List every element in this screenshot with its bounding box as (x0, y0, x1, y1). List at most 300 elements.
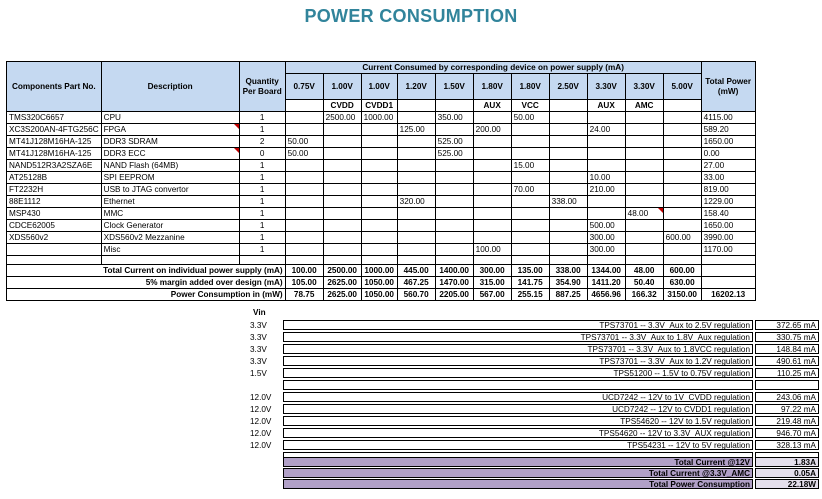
summary-value: 887.25 (549, 289, 587, 301)
summary-value: 445.00 (397, 265, 435, 277)
table-row (7, 148, 756, 160)
current-cell (323, 160, 361, 172)
summary-value: 467.25 (397, 277, 435, 289)
summary-total (701, 265, 755, 277)
summary-row (7, 277, 756, 289)
current-cell (549, 208, 587, 220)
spacer-cell (101, 256, 239, 265)
current-cell (473, 232, 511, 244)
table-row (7, 112, 756, 124)
total-value: 22.18W (755, 479, 819, 489)
spacer-cell (625, 256, 663, 265)
current-cell: 600.00 (663, 232, 701, 244)
spacer-cell (239, 256, 285, 265)
summary-value: 255.15 (511, 289, 549, 301)
vin-value: 3.3V (250, 357, 267, 366)
total-power-cell: 158.40 (701, 208, 755, 220)
table-row (7, 196, 756, 208)
current-cell (511, 232, 549, 244)
voltage-header: 5.00V (663, 74, 701, 100)
current-cell (435, 124, 473, 136)
current-cell (473, 148, 511, 160)
voltage-header: 3.30V (625, 74, 663, 100)
voltage-sublabel (397, 100, 435, 112)
current-cell (323, 136, 361, 148)
summary-total: 16202.13 (701, 289, 755, 301)
regulator-current: 219.48 mA (755, 416, 819, 426)
quantity: 1 (239, 232, 285, 244)
description: NAND Flash (64MB) (101, 160, 239, 172)
current-cell (323, 232, 361, 244)
current-cell (663, 220, 701, 232)
current-cell (323, 196, 361, 208)
vin-label: Vin (253, 308, 266, 317)
current-cell (435, 196, 473, 208)
summary-value: 105.00 (285, 277, 323, 289)
current-cell (323, 208, 361, 220)
description: DDR3 ECC (101, 148, 239, 160)
current-cell (397, 148, 435, 160)
summary-value: 1000.00 (361, 265, 397, 277)
total-label: Total Current @12V (283, 457, 753, 467)
summary-value: 4656.96 (587, 289, 625, 301)
voltage-sublabel (435, 100, 473, 112)
quantity: 1 (239, 220, 285, 232)
summary-value: 1470.00 (435, 277, 473, 289)
current-cell (323, 124, 361, 136)
regulator-description: TPS73701 -- 3.3V_Aux to 1.8VCC regulation (283, 344, 753, 354)
description: CPU (101, 112, 239, 124)
description: DDR3 SDRAM (101, 136, 239, 148)
voltage-header: 1.00V (361, 74, 397, 100)
current-cell (285, 232, 323, 244)
current-cell: 300.00 (587, 244, 625, 256)
summary-value: 1411.20 (587, 277, 625, 289)
summary-value: 166.32 (625, 289, 663, 301)
current-cell (361, 196, 397, 208)
current-cell: 338.00 (549, 196, 587, 208)
quantity: 1 (239, 172, 285, 184)
current-cell (397, 208, 435, 220)
table-row (7, 124, 756, 136)
spacer-cell (435, 256, 473, 265)
current-cell: 1000.00 (361, 112, 397, 124)
current-cell (587, 208, 625, 220)
part-number: NAND512R3A2SZA6E (7, 160, 102, 172)
current-cell (587, 136, 625, 148)
summary-value: 50.40 (625, 277, 663, 289)
description: Clock Generator (101, 220, 239, 232)
vin-value: 12.0V (250, 417, 272, 426)
current-cell (625, 124, 663, 136)
current-cell: 100.00 (473, 244, 511, 256)
regulator-current: 110.25 mA (755, 368, 819, 378)
summary-value: 354.90 (549, 277, 587, 289)
description: Misc (101, 244, 239, 256)
regulator-current: 328.13 mA (755, 440, 819, 450)
current-cell (323, 148, 361, 160)
spacer-cell (323, 256, 361, 265)
current-cell: 200.00 (473, 124, 511, 136)
part-number: 88E1112 (7, 196, 102, 208)
regulator-current: 243.06 mA (755, 392, 819, 402)
summary-value: 100.00 (285, 265, 323, 277)
summary-row (7, 265, 756, 277)
current-cell (625, 244, 663, 256)
current-cell: 525.00 (435, 148, 473, 160)
vin-value: 3.3V (250, 321, 267, 330)
vin-value: 1.5V (250, 369, 267, 378)
total-power-cell: 33.00 (701, 172, 755, 184)
current-cell (397, 172, 435, 184)
current-cell: 15.00 (511, 160, 549, 172)
current-cell: 24.00 (587, 124, 625, 136)
current-cell (511, 148, 549, 160)
current-cell (663, 208, 701, 220)
current-cell (625, 220, 663, 232)
voltage-header: 1.50V (435, 74, 473, 100)
summary-label: 5% margin added over design (mA) (7, 277, 286, 289)
current-cell (435, 160, 473, 172)
voltage-header: 0.75V (285, 74, 323, 100)
current-cell (549, 136, 587, 148)
quantity: 1 (239, 196, 285, 208)
current-cell (511, 220, 549, 232)
voltage-sublabel (663, 100, 701, 112)
current-cell (549, 244, 587, 256)
summary-row (7, 289, 756, 301)
current-cell (361, 244, 397, 256)
summary-value: 315.00 (473, 277, 511, 289)
quantity: 0 (239, 148, 285, 160)
spacer-row (7, 256, 756, 265)
description: XDS560v2 Mezzanine (101, 232, 239, 244)
current-cell: 525.00 (435, 136, 473, 148)
part-number: MSP430 (7, 208, 102, 220)
description: FPGA (101, 124, 239, 136)
current-cell (361, 172, 397, 184)
current-cell: 320.00 (397, 196, 435, 208)
voltage-header: 1.00V (323, 74, 361, 100)
current-cell (511, 208, 549, 220)
current-cell (361, 124, 397, 136)
summary-value: 630.00 (663, 277, 701, 289)
current-cell (663, 172, 701, 184)
total-value: 1.83A (755, 457, 819, 467)
table-row (7, 232, 756, 244)
current-cell (625, 184, 663, 196)
current-cell (473, 196, 511, 208)
current-cell (549, 124, 587, 136)
voltage-sublabel: CVDD1 (361, 100, 397, 112)
quantity: 1 (239, 208, 285, 220)
total-power-cell: 819.00 (701, 184, 755, 196)
quantity: 1 (239, 112, 285, 124)
regulator-current: 330.75 mA (755, 332, 819, 342)
current-cell (397, 136, 435, 148)
current-cell (285, 124, 323, 136)
regulator-current: 148.84 mA (755, 344, 819, 354)
part-number: XC3S200AN-4FTG256C (7, 124, 102, 136)
description: Ethernet (101, 196, 239, 208)
table-row (7, 220, 756, 232)
current-cell (587, 160, 625, 172)
page-title: POWER CONSUMPTION (304, 6, 518, 26)
current-cell (435, 172, 473, 184)
current-cell (397, 244, 435, 256)
voltage-sublabel (285, 100, 323, 112)
separator-value (755, 380, 819, 390)
summary-value: 2205.00 (435, 289, 473, 301)
spacer-cell (549, 256, 587, 265)
regulator-description: TPS73701 -- 3.3V_Aux to 1.8V_Aux regulation (283, 332, 753, 342)
current-cell (625, 232, 663, 244)
total-power-cell: 1650.00 (701, 136, 755, 148)
regulator-description: TPS51200 -- 1.5V to 0.75V regulation (283, 368, 753, 378)
part-number: XDS560v2 (7, 232, 102, 244)
current-cell (663, 160, 701, 172)
summary-value: 135.00 (511, 265, 549, 277)
current-cell (435, 208, 473, 220)
part-number (7, 244, 102, 256)
summary-value: 1400.00 (435, 265, 473, 277)
quantity: 2 (239, 136, 285, 148)
current-cell (625, 148, 663, 160)
current-cell (397, 184, 435, 196)
total-power-cell: 1229.00 (701, 196, 755, 208)
separator-box (283, 380, 753, 390)
current-cell (473, 160, 511, 172)
total-power-cell: 27.00 (701, 160, 755, 172)
current-cell (285, 160, 323, 172)
regulator-current: 490.61 mA (755, 356, 819, 366)
vin-value: 12.0V (250, 393, 272, 402)
regulator-current: 946.70 mA (755, 428, 819, 438)
current-cell (663, 244, 701, 256)
regulator-description: TPS73701 -- 3.3V_Aux to 1.2V regulation (283, 356, 753, 366)
description: MMC (101, 208, 239, 220)
voltage-header: 1.80V (511, 74, 549, 100)
regulator-description: UCD7242 -- 12V to CVDD1 regulation (283, 404, 753, 414)
current-cell (323, 220, 361, 232)
part-number: AT25128B (7, 172, 102, 184)
current-cell (663, 196, 701, 208)
total-power-cell: 3990.00 (701, 232, 755, 244)
current-cell (473, 220, 511, 232)
vin-value: 12.0V (250, 441, 272, 450)
current-cell (549, 112, 587, 124)
current-cell (323, 184, 361, 196)
current-cell (473, 136, 511, 148)
vin-value: 3.3V (250, 345, 267, 354)
current-cell (663, 148, 701, 160)
current-cell: 350.00 (435, 112, 473, 124)
current-cell (549, 232, 587, 244)
table-row (7, 184, 756, 196)
current-cell (549, 172, 587, 184)
current-cell (663, 112, 701, 124)
spacer-cell (663, 256, 701, 265)
current-cell (663, 184, 701, 196)
voltage-sublabel: AUX (473, 100, 511, 112)
total-label: Total Power Consumption (283, 479, 753, 489)
current-cell: 50.00 (285, 148, 323, 160)
part-number: FT2232H (7, 184, 102, 196)
summary-value: 600.00 (663, 265, 701, 277)
current-cell (397, 232, 435, 244)
quantity: 1 (239, 124, 285, 136)
voltage-header: 3.30V (587, 74, 625, 100)
vin-value: 12.0V (250, 429, 272, 438)
current-cell: 500.00 (587, 220, 625, 232)
summary-value: 141.75 (511, 277, 549, 289)
header-total-power: Total Power (mW) (701, 62, 755, 112)
current-cell (625, 172, 663, 184)
summary-value: 1050.00 (361, 277, 397, 289)
spacer-cell (701, 256, 755, 265)
current-cell (361, 160, 397, 172)
spacer-cell (511, 256, 549, 265)
current-cell (361, 136, 397, 148)
current-cell (511, 244, 549, 256)
voltage-header: 1.80V (473, 74, 511, 100)
summary-value: 567.00 (473, 289, 511, 301)
current-cell (285, 244, 323, 256)
regulator-description: TPS73701 -- 3.3V_Aux to 2.5V regulation (283, 320, 753, 330)
current-cell (361, 208, 397, 220)
current-cell (473, 112, 511, 124)
total-power-cell: 1650.00 (701, 220, 755, 232)
summary-value: 2625.00 (323, 277, 361, 289)
total-power-cell: 0.00 (701, 148, 755, 160)
voltage-sublabel: AUX (587, 100, 625, 112)
voltage-sublabel: VCC (511, 100, 549, 112)
summary-value: 48.00 (625, 265, 663, 277)
current-cell: 50.00 (285, 136, 323, 148)
quantity: 1 (239, 244, 285, 256)
voltage-sublabel: AMC (625, 100, 663, 112)
regulator-description: TPS54231 -- 12V to 5V regulation (283, 440, 753, 450)
header-description: Description (101, 62, 239, 112)
current-cell (549, 184, 587, 196)
spacer-cell (473, 256, 511, 265)
summary-label: Power Consumption in (mW) (7, 289, 286, 301)
current-cell (435, 232, 473, 244)
part-number: CDCE62005 (7, 220, 102, 232)
summary-label: Total Current on individual power supply (mA) (7, 265, 286, 277)
part-number: MT41J128M16HA-125 (7, 148, 102, 160)
summary-value: 1344.00 (587, 265, 625, 277)
summary-value: 78.75 (285, 289, 323, 301)
current-cell (663, 136, 701, 148)
summary-total (701, 277, 755, 289)
current-cell (435, 244, 473, 256)
current-cell (435, 184, 473, 196)
current-cell: 10.00 (587, 172, 625, 184)
summary-value: 3150.00 (663, 289, 701, 301)
summary-value: 560.70 (397, 289, 435, 301)
part-number: MT41J128M16HA-125 (7, 136, 102, 148)
current-cell (397, 160, 435, 172)
current-cell (511, 124, 549, 136)
part-number: TMS320C6657 (7, 112, 102, 124)
current-cell (361, 220, 397, 232)
current-cell (323, 172, 361, 184)
current-cell (549, 148, 587, 160)
current-cell: 300.00 (587, 232, 625, 244)
current-cell (549, 220, 587, 232)
current-cell (625, 136, 663, 148)
quantity: 1 (239, 160, 285, 172)
total-power-cell: 4115.00 (701, 112, 755, 124)
summary-value: 2625.00 (323, 289, 361, 301)
voltage-sublabel (549, 100, 587, 112)
voltage-header: 2.50V (549, 74, 587, 100)
current-cell (361, 232, 397, 244)
spacer-cell (7, 256, 102, 265)
current-cell (473, 184, 511, 196)
summary-value: 338.00 (549, 265, 587, 277)
total-power-cell: 1170.00 (701, 244, 755, 256)
vin-value: 12.0V (250, 405, 272, 414)
summary-value: 2500.00 (323, 265, 361, 277)
table-row (7, 244, 756, 256)
current-cell (285, 208, 323, 220)
regulator-description: TPS54620 -- 12V to 1.5V regulation (283, 416, 753, 426)
current-cell (511, 196, 549, 208)
current-cell: 48.00 (625, 208, 663, 220)
current-cell (511, 136, 549, 148)
header-current-group: Current Consumed by corresponding device on power supply (mA) (285, 62, 701, 74)
voltage-header: 1.20V (397, 74, 435, 100)
spacer-cell (285, 256, 323, 265)
power-table (6, 61, 756, 301)
current-cell (473, 172, 511, 184)
current-cell (511, 172, 549, 184)
current-cell (285, 220, 323, 232)
current-cell (587, 196, 625, 208)
table-row (7, 136, 756, 148)
current-cell (285, 196, 323, 208)
current-cell (285, 112, 323, 124)
current-cell (587, 148, 625, 160)
total-label: Total Current @3.3V_AMC (283, 468, 753, 478)
spacer-cell (361, 256, 397, 265)
quantity: 1 (239, 184, 285, 196)
current-cell: 70.00 (511, 184, 549, 196)
current-cell (285, 184, 323, 196)
regulator-current: 97.22 mA (755, 404, 819, 414)
total-power-cell: 589.20 (701, 124, 755, 136)
current-cell (285, 172, 323, 184)
description: USB to JTAG convertor (101, 184, 239, 196)
current-cell (625, 160, 663, 172)
total-value: 0.05A (755, 468, 819, 478)
vin-value: 3.3V (250, 333, 267, 342)
current-cell: 50.00 (511, 112, 549, 124)
current-cell (625, 112, 663, 124)
header-part-no: Components Part No. (7, 62, 102, 112)
current-cell (361, 184, 397, 196)
spacer-cell (587, 256, 625, 265)
current-cell (397, 220, 435, 232)
voltage-sublabel: CVDD (323, 100, 361, 112)
current-cell: 125.00 (397, 124, 435, 136)
current-cell: 210.00 (587, 184, 625, 196)
current-cell (323, 244, 361, 256)
current-cell (625, 196, 663, 208)
regulator-description: TPS54620 -- 12V to 3.3V_AUX regulation (283, 428, 753, 438)
